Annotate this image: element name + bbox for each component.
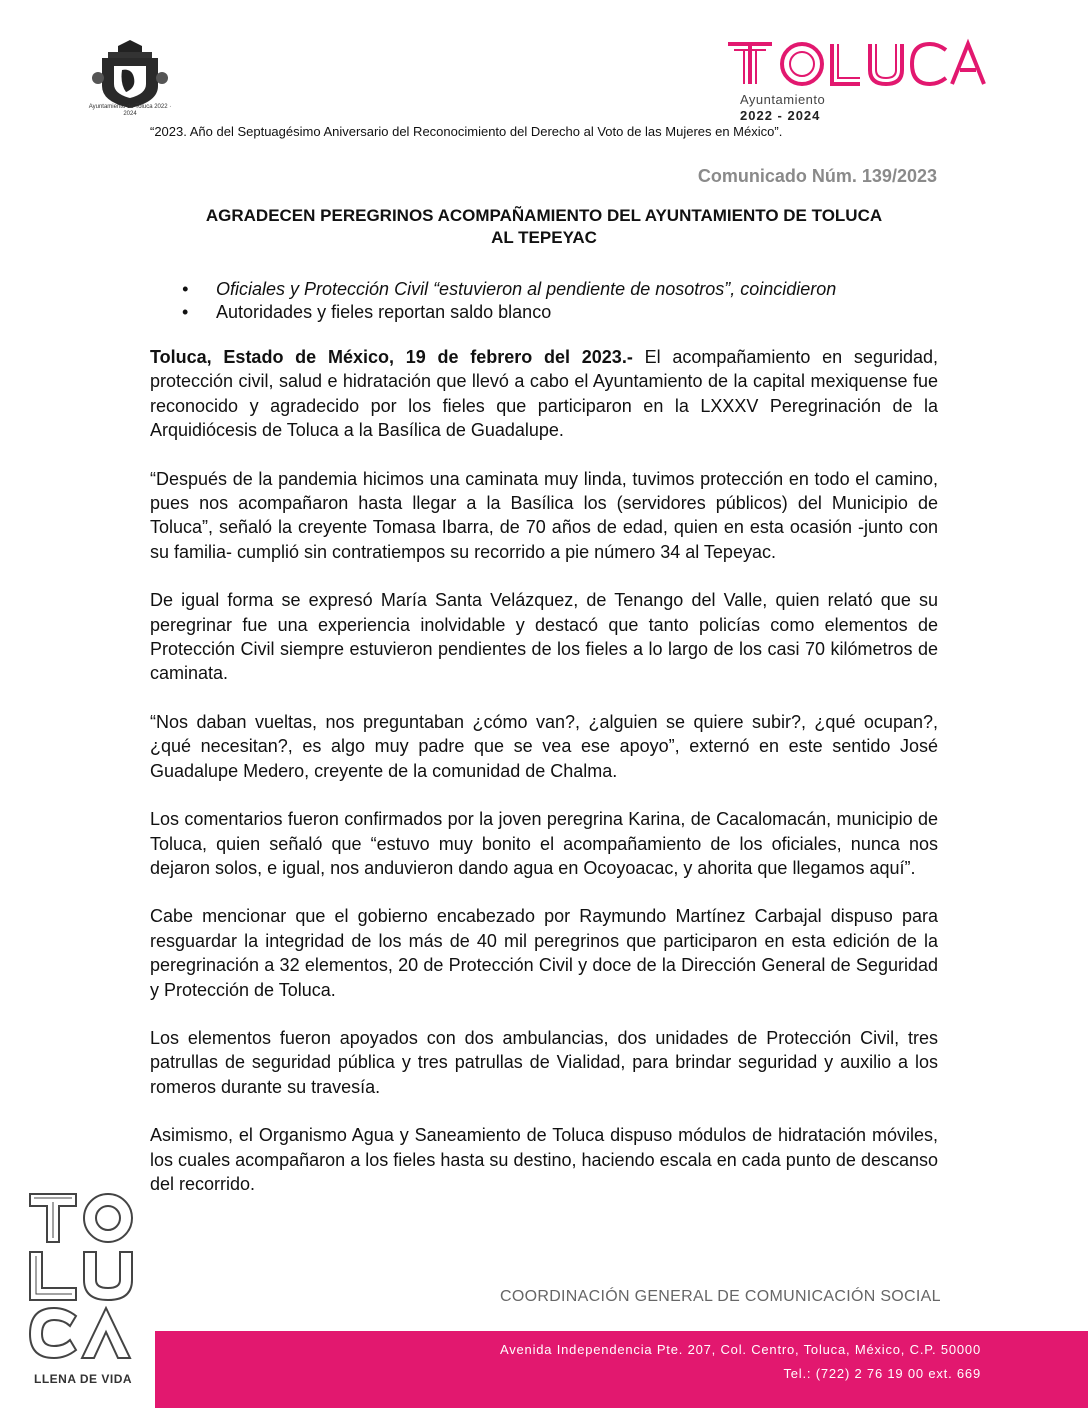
- year-motto: “2023. Año del Septuagésimo Aniversario del Reconocimiento del Derecho al Voto de las Mujeres en México”.: [150, 124, 783, 139]
- logo-ayuntamiento-label: Ayuntamiento: [740, 92, 826, 107]
- paragraph-6: Cabe mencionar que el gobierno encabezado por Raymundo Martínez Carbajal dispuso para resguardar la integridad de los más de 40 mil peregrinos que participaron en esta edición de la peregrinación a 32 elementos, 20 de Protección Civil y doce de la Dirección General de Seguridad y Protección de Toluca.: [150, 906, 938, 1000]
- paragraph-2: “Después de la pandemia hicimos una caminata muy linda, tuvimos protección en todo el camino, pues nos acompañaron hasta llegar a la Basílica los (servidores públicos) del Municipio de Toluca”, señaló la creyente Tomasa Ibarra, de 70 años de edad, quien en esta ocasión -junto con su familia- cumplió sin contratiempos su recorrido a pie número 34 al Tepeyac.: [150, 468, 938, 562]
- paragraph-4: “Nos daban vueltas, nos preguntaban ¿cómo van?, ¿alguien se quiere subir?, ¿qué ocupan?, ¿qué necesitan?, es algo muy padre que se vea ese apoyo”, externó en este sentido José Guadalupe Medero, creyente de la comunidad de Chalma.: [150, 711, 938, 781]
- paragraph-3: De igual forma se expresó María Santa Velázquez, de Tenango del Valle, quien relató que su peregrinar fue una experiencia inolvidable y destacó que tanto policías como elementos de Protección Civil siempre estuvieron pendientes de los fieles a lo largo de los casi 70 kilómetros de caminata.: [150, 590, 938, 684]
- paragraph-8: Asimismo, el Organismo Agua y Saneamiento de Toluca dispuso módulos de hidratación móviles, los cuales acompañaron a los fieles hasta su destino, haciendo escala en cada punto de descanso del recorrido.: [150, 1125, 938, 1194]
- headline-line-1: AGRADECEN PEREGRINOS ACOMPAÑAMIENTO DEL AYUNTAMIENTO DE TOLUCA: [205, 206, 883, 225]
- coordination-label: COORDINACIÓN GENERAL DE COMUNICACIÓN SOCIAL: [500, 1288, 941, 1305]
- bullet-item: • Autoridades y fieles reportan saldo blanco: [150, 301, 938, 324]
- paragraph-1-text: El acompañamiento en seguridad, protección civil, salud e hidratación que llevó a cabo el Ayuntamiento de la capital mexiquense fue reconocido y agradecido por los fieles que participaron en la LXXXV Peregrinación de la Arquidiócesis de Toluca a la Basílica de Guadalupe.: [150, 347, 938, 441]
- bullet-item: • Oficiales y Protección Civil “estuvieron al pendiente de nosotros”, coincidieron: [150, 278, 938, 301]
- summary-bullets: [150, 278, 938, 324]
- footer-address: Avenida Independencia Pte. 207, Col. Centro, Toluca, México, C.P. 50000: [499, 1342, 981, 1357]
- headline: [150, 205, 938, 249]
- dateline: Toluca, Estado de México, 19 de febrero del 2023.-: [150, 347, 633, 367]
- side-toluca-logo: [26, 1190, 138, 1370]
- paragraph-7: Los elementos fueron apoyados con dos ambulancias, dos unidades de Protección Civil, tres patrullas de seguridad pública y tres patrullas de Vialidad, para brindar seguridad y auxilio a los romeros durante su travesía.: [150, 1027, 938, 1097]
- comunicado-number: Comunicado Núm. 139/2023: [697, 166, 937, 186]
- paragraph-1: [150, 345, 938, 443]
- slogan: LLENA DE VIDA: [34, 1372, 133, 1386]
- paragraph-5: Los comentarios fueron confirmados por la joven peregrina Karina, de Cacalomacán, municipio de Toluca, quien señaló que “estuvo muy bonito el acompañamiento de los oficiales, nunca nos dejaron solos, e igual, nos anduvieron dando agua en Ocoyoacac, y ahorita que llegamos aquí”.: [150, 809, 938, 878]
- article-body: [150, 345, 938, 1220]
- footer-phone: Tel.: (722) 2 76 19 00 ext. 669: [783, 1366, 981, 1381]
- headline-line-2: AL TEPEYAC: [491, 228, 597, 247]
- logo-years-label: 2022 - 2024: [740, 108, 821, 123]
- crest-caption: Ayuntamiento de Toluca 2022 · 2024: [88, 104, 172, 117]
